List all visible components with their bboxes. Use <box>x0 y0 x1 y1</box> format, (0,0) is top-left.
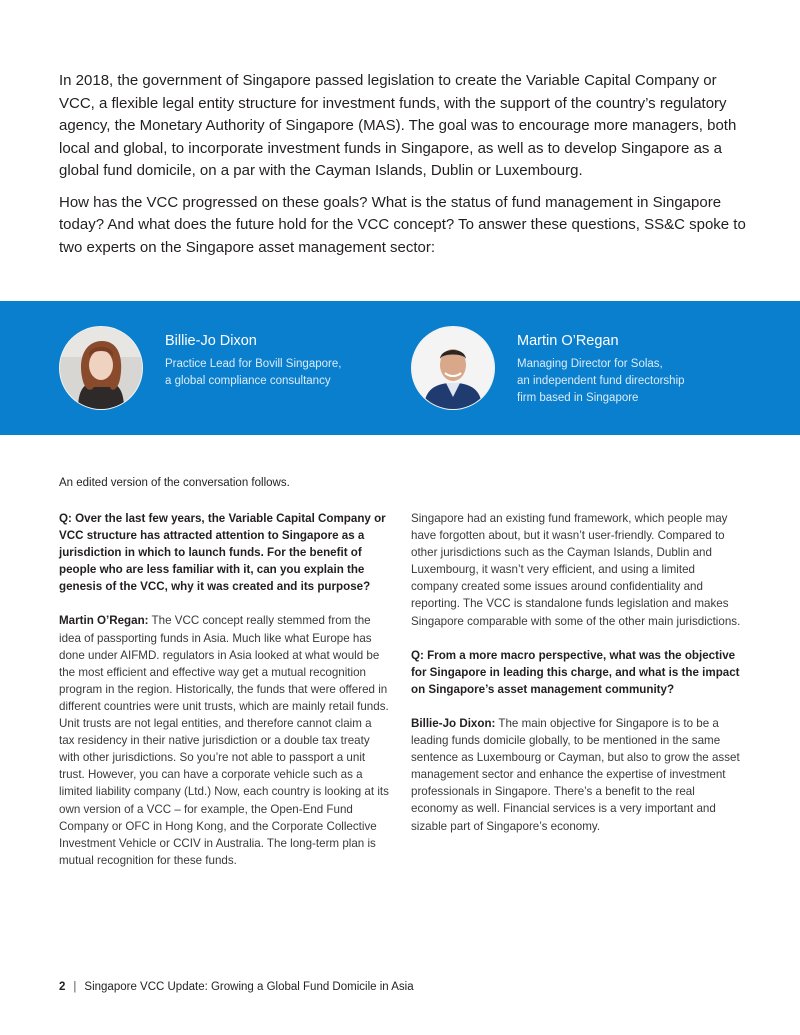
expert-name: Martin O’Regan <box>517 333 619 349</box>
page-footer <box>59 981 414 993</box>
experts-band <box>0 301 800 435</box>
expert-role-line: a global compliance consultancy <box>165 375 331 387</box>
intro-paragraph-2: How has the VCC progressed on these goals? What is the status of fund management in Singapore today? And what does the future hold for the VCC concept? To answer these questions, SS&C spoke to two experts on the Singapore asset management sector: <box>59 193 746 256</box>
answer-2 <box>411 715 741 835</box>
column-left <box>59 510 389 886</box>
expert-info <box>165 332 405 390</box>
question-1: Q: Over the last few years, the Variable Capital Company or VCC structure has attracted attention to Singapore as a jurisdiction in which to launch funds. For the benefit of people who are less familiar with it, can you explain the genesis of the VCC, why it was created and its purpose? <box>59 512 386 594</box>
speaker-label: Martin O’Regan: <box>59 614 149 628</box>
answer-text: The main objective for Singapore is to be a leading funds domicile globally, to be mentioned in the same sentence as Luxembourg or Cayman, but also to grow the asset management sector and enhance the expertise of investment professionals in Singapore. There’s a benefit to the real economy as well. Financial services is a very important and sizable part of Singapore’s economy. <box>411 716 740 833</box>
answer-1 <box>59 612 389 868</box>
question-2: Q: From a more macro perspective, what was the objective for Singapore in leading this charge, and what is the impact on Singapore’s asset management community? <box>411 648 740 696</box>
expert-role-line: firm based in Singapore <box>517 392 639 404</box>
expert-role <box>517 356 757 407</box>
expert-role <box>165 356 405 390</box>
footer-separator: | <box>73 981 77 993</box>
speaker-label: Billie-Jo Dixon: <box>411 716 496 730</box>
conversation-lead: An edited version of the conversation follows. <box>59 477 290 489</box>
avatar-billie-jo-dixon <box>59 326 143 410</box>
expert-info <box>517 332 757 407</box>
expert-role-line: an independent fund directorship <box>517 375 685 387</box>
avatar-martin-oregan <box>411 326 495 410</box>
page-number: 2 <box>59 981 66 993</box>
intro-section <box>59 70 749 268</box>
answer-text: The VCC concept really stemmed from the idea of passporting funds in Asia. Much like what Europe has done under AIFMD. regulators in Asia looked at what would be the most efficient and effective way get a mutual recognition program in the region. Historically, the funds that were offered in different countries were unit trusts, which are mainly retail funds. Unit trusts are not legal entities, and therefore cannot claim a tax residency in their native jurisdiction or a double tax treaty with other jurisdictions. So you’re not able to passport a unit trust. However, you can have a corporate vehicle such as a limited liability company (Ltd.) Now, each country is looking at its own version of a VCC – for example, the Open-End Fund Company or OFC in Hong Kong, and the Corporate Collective Investment Vehicle or CCIV in Australia. The long-term plan is mutual recognition for these funds. <box>59 614 389 867</box>
document-title: Singapore VCC Update: Growing a Global Fund Domicile in Asia <box>84 981 414 993</box>
intro-paragraph-1: In 2018, the government of Singapore passed legislation to create the Variable Capital Company or VCC, a flexible legal entity structure for investment funds, with the support of the country’s regulatory agency, the Monetary Authority of Singapore (MAS). The goal was to encourage more managers, both local and global, to incorporate investment funds in Singapore, as well as to develop Singapore as a global fund domicile, on a par with the Cayman Islands, Dublin or Luxembourg. <box>59 72 737 179</box>
expert-name: Billie-Jo Dixon <box>165 333 257 349</box>
expert-role-line: Practice Lead for Bovill Singapore, <box>165 358 342 370</box>
column-right <box>411 510 741 852</box>
expert-role-line: Managing Director for Solas, <box>517 358 663 370</box>
answer-1-continued: Singapore had an existing fund framework, which people may have forgotten about, but it wasn’t user-friendly. Compared to other jurisdictions such as the Cayman Islands, Dublin and Luxembourg, it wasn’t very efficient, and using a limited company created some issues around confidentiality and reporting. The VCC is standalone funds legislation and makes Singapore comparable with some of the other main jurisdictions. <box>411 512 741 628</box>
